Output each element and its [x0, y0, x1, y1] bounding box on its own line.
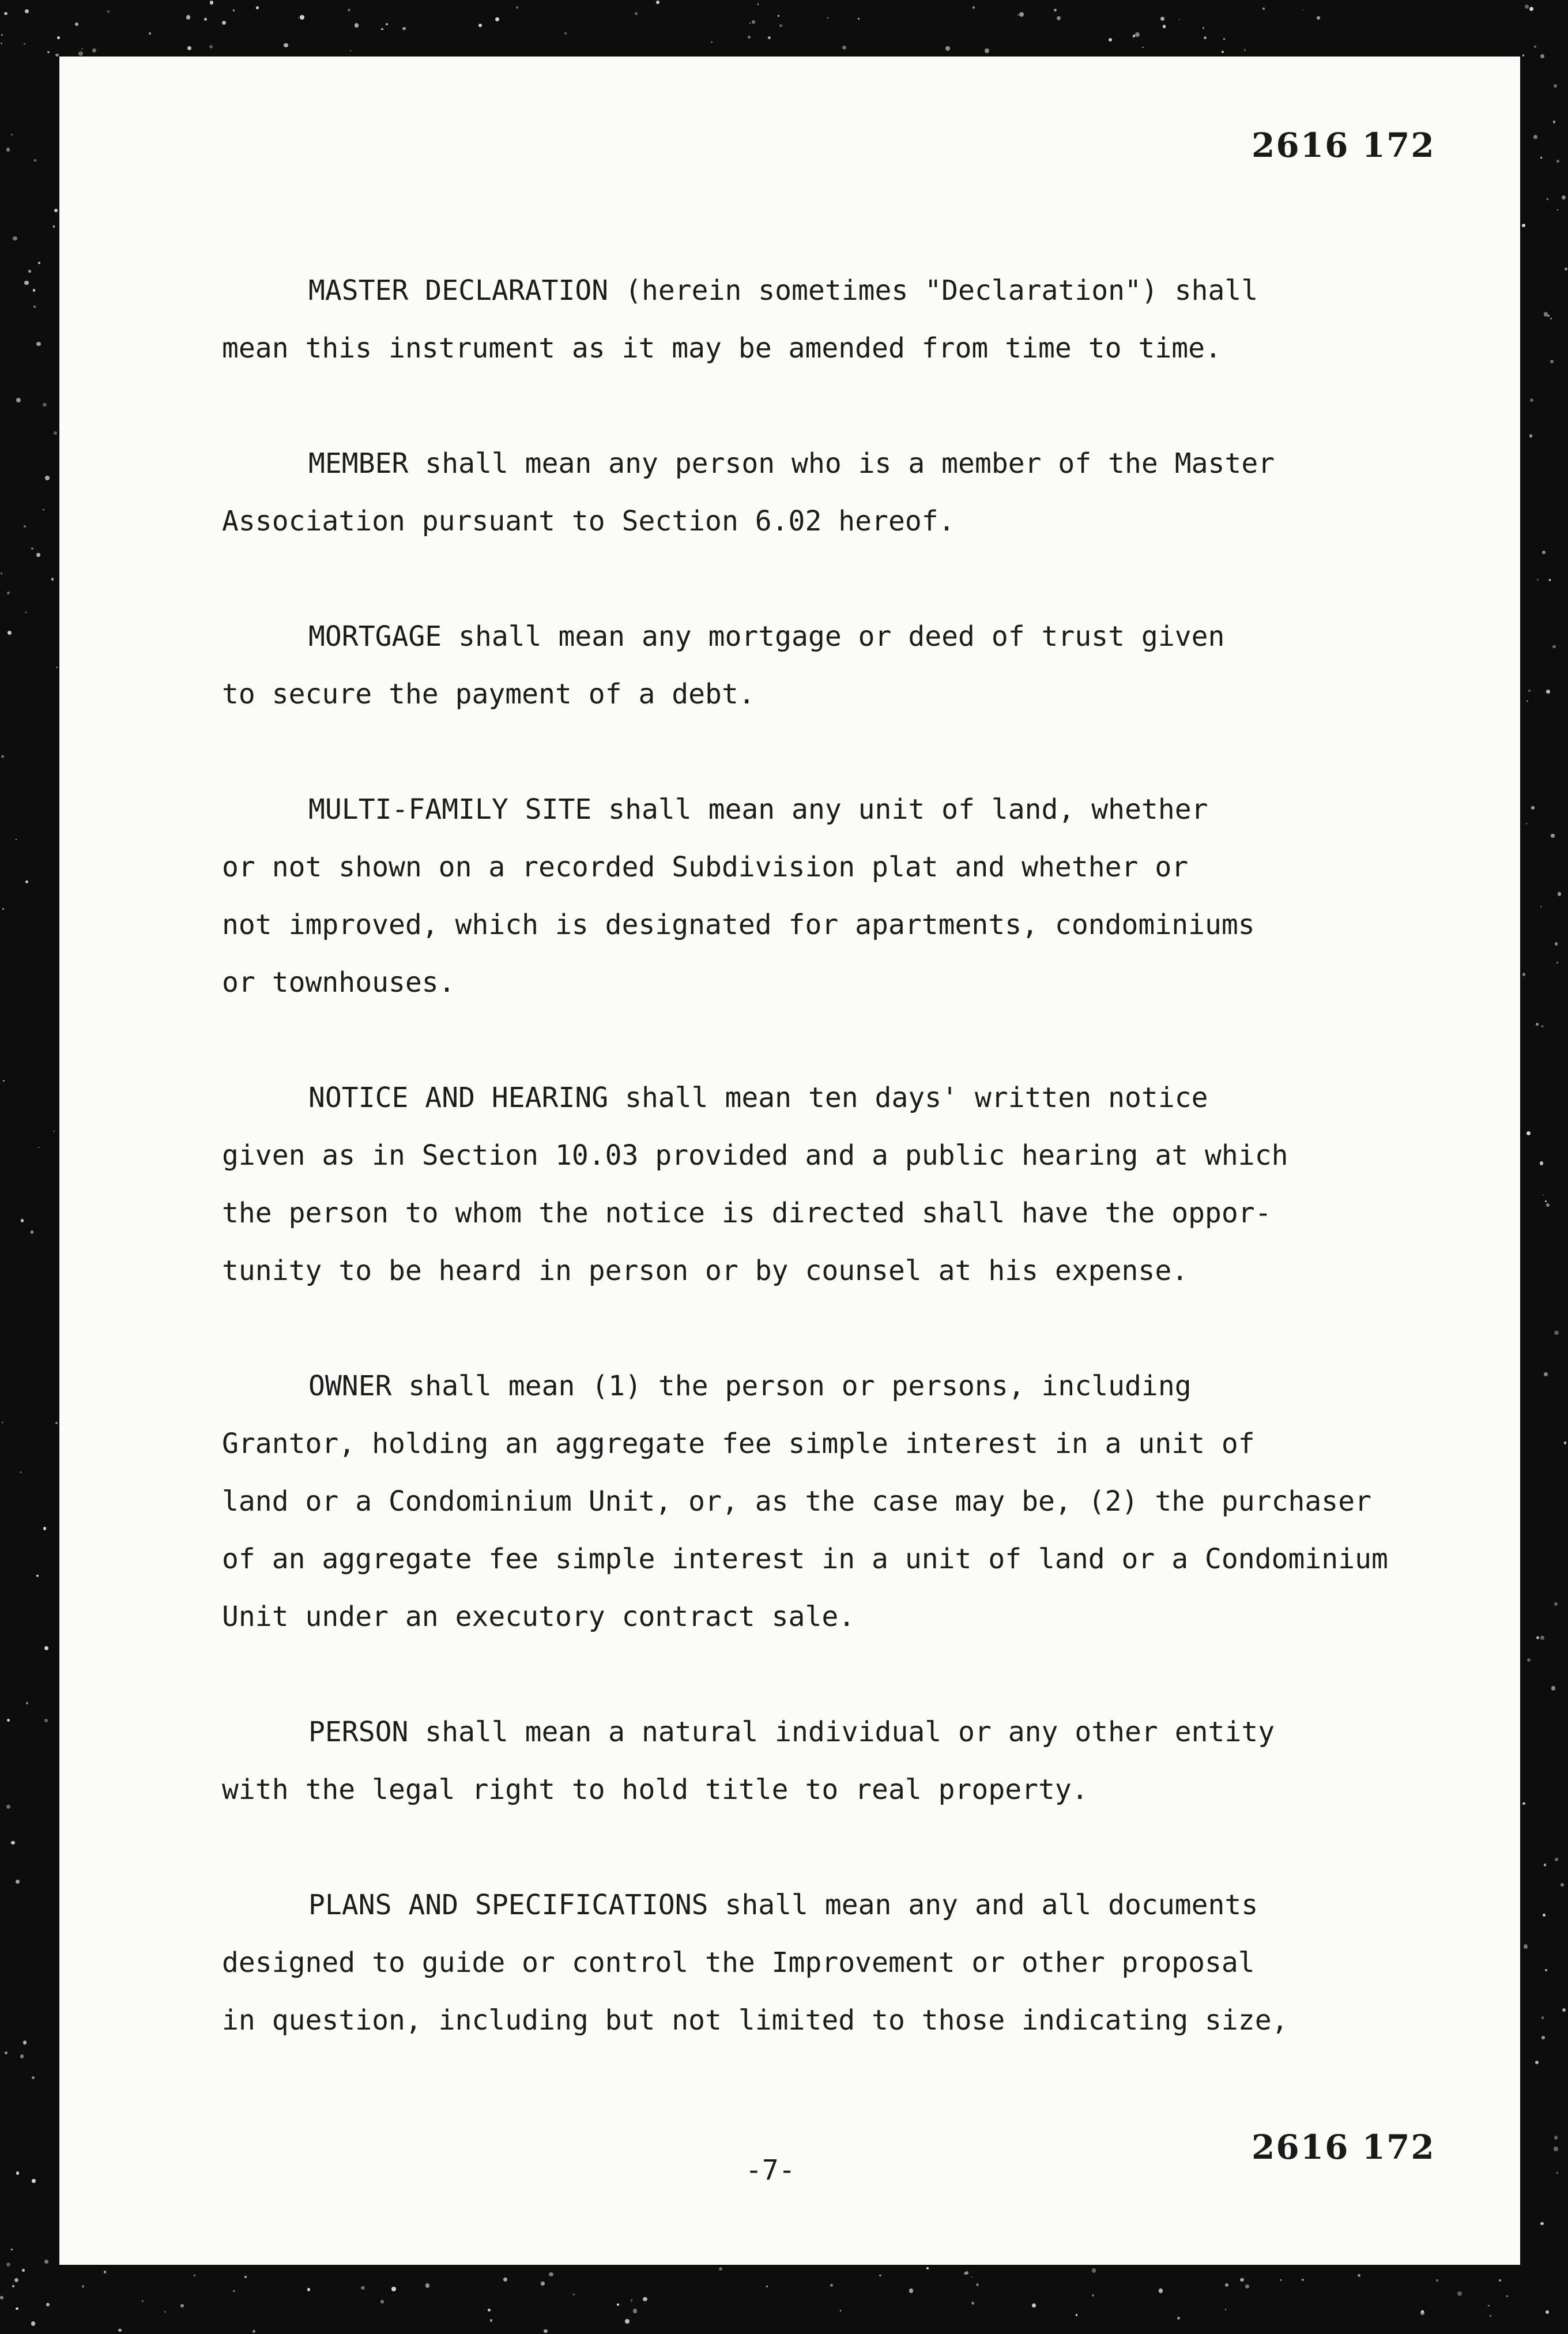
scan-speck	[75, 22, 78, 26]
scan-speck	[1552, 645, 1556, 649]
scan-speck	[44, 1646, 48, 1650]
scan-speck	[1549, 579, 1551, 581]
scan-speck	[43, 1527, 46, 1530]
scan-speck	[1536, 1023, 1539, 1026]
scan-speck	[1540, 157, 1542, 159]
scan-speck	[2, 908, 4, 910]
scan-speck	[488, 2309, 491, 2312]
scan-speck	[633, 2309, 637, 2313]
scan-speck	[1, 34, 3, 36]
scan-speck	[16, 2171, 20, 2175]
scan-speck	[1547, 198, 1548, 200]
scan-speck	[36, 1575, 39, 1577]
scan-speck	[617, 2303, 619, 2306]
scan-speck	[752, 20, 755, 23]
scan-speck	[1019, 12, 1024, 17]
scan-speck	[1550, 360, 1554, 363]
scan-speck	[204, 18, 207, 21]
scan-speck	[830, 2284, 833, 2287]
scan-speck	[748, 36, 751, 39]
scan-speck	[6, 1805, 10, 1809]
scan-speck	[104, 2271, 106, 2273]
scan-speck	[1543, 1914, 1546, 1917]
scan-speck	[1558, 892, 1562, 896]
text-line: OWNER shall mean (1) the person or persons, including	[308, 1370, 1192, 1402]
scan-speck	[7, 1719, 10, 1722]
scan-speck	[1, 755, 3, 758]
scan-speck	[656, 1, 659, 3]
scan-speck	[549, 2272, 553, 2277]
scan-speck	[1565, 268, 1567, 270]
scan-speck	[355, 23, 359, 27]
scan-speck	[1092, 2294, 1094, 2297]
scan-speck	[976, 2283, 979, 2286]
scan-speck	[544, 2329, 548, 2333]
scan-speck	[1555, 1858, 1558, 1861]
scan-speck	[348, 9, 350, 12]
text-line: designed to guide or control the Improvement or other proposal	[222, 1947, 1255, 1979]
book-page-reference-bottom: 2616 172	[1252, 2128, 1435, 2167]
scan-speck	[1526, 1131, 1531, 1135]
scan-speck	[643, 2297, 647, 2302]
scan-speck	[118, 2329, 121, 2332]
scan-speck	[1536, 1636, 1539, 1639]
scan-speck	[1, 573, 2, 574]
scan-speck	[971, 2302, 974, 2305]
definition-notice-and-hearing	[222, 1069, 1525, 1300]
scan-speck	[425, 2283, 429, 2287]
scan-speck	[635, 12, 637, 14]
scan-speck	[78, 51, 83, 56]
scan-speck	[909, 2288, 913, 2292]
scan-speck	[23, 2041, 27, 2044]
scan-speck	[1529, 7, 1533, 11]
scan-speck	[1551, 834, 1554, 837]
scan-speck	[1555, 942, 1558, 945]
scan-speck	[1262, 7, 1265, 10]
scan-speck	[56, 667, 58, 668]
scan-speck	[25, 880, 28, 883]
scan-speck	[840, 2310, 842, 2312]
scan-speck	[44, 2260, 48, 2264]
scan-speck	[233, 2290, 235, 2292]
scan-speck	[25, 612, 27, 613]
scan-speck	[1527, 1658, 1531, 1662]
scan-speck	[16, 1880, 20, 1884]
scan-speck	[33, 289, 35, 291]
scan-speck	[222, 21, 227, 25]
scan-speck	[1222, 51, 1224, 53]
scan-speck	[1522, 224, 1525, 227]
scan-speck	[985, 48, 989, 53]
scan-speck	[779, 24, 782, 27]
scan-speck	[7, 592, 10, 594]
text-line: Unit under an executory contract sale.	[222, 1601, 855, 1633]
scan-speck	[54, 209, 58, 212]
scan-speck	[256, 6, 259, 9]
scan-speck	[402, 27, 405, 30]
scan-speck	[1525, 5, 1529, 9]
scan-speck	[516, 6, 518, 9]
scan-speck	[711, 42, 712, 43]
scan-speck	[1526, 823, 1527, 824]
scan-speck	[1546, 690, 1550, 694]
scan-speck	[21, 1219, 24, 1222]
scan-speck	[490, 2319, 493, 2322]
scan-speck	[1551, 1686, 1555, 1690]
scan-speck	[298, 17, 299, 18]
text-line: to secure the payment of a debt.	[222, 678, 755, 710]
scan-speck	[1546, 1203, 1550, 1207]
scan-speck	[1133, 35, 1135, 37]
scan-speck	[28, 270, 31, 273]
scan-speck	[1545, 1200, 1547, 1202]
scan-speck	[1556, 2172, 1558, 2174]
scan-speck	[11, 1841, 14, 1844]
scan-speck	[1554, 84, 1557, 88]
scan-speck	[13, 236, 17, 240]
text-line: mean this instrument as it may be amended from time to time.	[222, 332, 1222, 364]
text-line: land or a Condominium Unit, or, as the case may be, (2) the purchaser	[222, 1485, 1371, 1518]
scan-speck	[51, 578, 54, 581]
scan-speck	[1547, 315, 1550, 317]
text-line: of an aggregate fee simple interest in a unit of land or a Condominium	[222, 1543, 1388, 1575]
scan-speck	[1092, 2268, 1096, 2272]
scan-speck	[1530, 398, 1534, 402]
scan-speck	[1, 43, 2, 44]
text-line: or not shown on a recorded Subdivision plat and whether or	[222, 851, 1189, 883]
scan-speck	[82, 2285, 85, 2288]
scan-speck	[6, 2263, 10, 2267]
scan-speck	[842, 46, 846, 50]
scan-speck	[186, 15, 191, 20]
scan-speck	[1457, 2291, 1462, 2296]
text-line: tunity to be heard in person or by counsel at his expense.	[222, 1255, 1189, 1287]
scan-speck	[180, 2304, 184, 2307]
scan-speck	[1017, 14, 1019, 16]
scan-speck	[1540, 906, 1541, 907]
scan-speck	[1554, 2147, 1558, 2151]
scan-speck	[1163, 25, 1166, 28]
scan-speck	[1541, 2036, 1545, 2039]
scan-speck	[1542, 551, 1546, 554]
scan-speck	[164, 2311, 166, 2313]
scan-speck	[47, 51, 49, 53]
scan-speck	[1522, 54, 1524, 56]
scan-speck	[1544, 1864, 1547, 1866]
scan-speck	[1142, 47, 1143, 48]
scan-speck	[1160, 17, 1164, 21]
scan-speck	[46, 2303, 50, 2306]
scan-speck	[1531, 806, 1535, 810]
text-line: PLANS AND SPECIFICATIONS shall mean any and all documents	[308, 1889, 1258, 1921]
scan-speck	[24, 525, 26, 528]
scan-speck	[300, 15, 304, 20]
scan-speck	[1540, 1636, 1544, 1640]
scan-speck	[107, 10, 110, 13]
scan-speck	[1529, 434, 1532, 437]
scan-speck	[1534, 46, 1536, 48]
scan-speck	[827, 17, 828, 18]
scan-speck	[478, 24, 482, 27]
scan-speck	[38, 1147, 40, 1149]
text-line: MORTGAGE shall mean any mortgage or deed of trust given	[308, 620, 1225, 653]
scan-speck	[210, 1, 213, 4]
scan-speck	[1561, 1883, 1565, 1887]
scan-speck	[45, 476, 50, 480]
scan-speck	[1550, 318, 1552, 319]
scan-speck	[1562, 195, 1566, 199]
scan-speck	[1554, 2136, 1558, 2139]
scan-speck	[386, 23, 388, 25]
text-line: Grantor, holding an aggregate fee simple interest in a unit of	[222, 1428, 1255, 1460]
scan-speck	[1535, 2061, 1539, 2064]
scan-speck	[55, 54, 58, 57]
scan-speck	[1490, 2315, 1491, 2317]
text-line: given as in Section 10.03 provided and a public hearing at which	[222, 1139, 1288, 1172]
scan-speck	[1420, 2311, 1424, 2315]
scan-speck	[1544, 1372, 1548, 1376]
scan-speck	[6, 148, 10, 152]
scan-speck	[1302, 9, 1303, 10]
scan-speck	[11, 134, 13, 135]
scan-speck	[3, 1080, 5, 1082]
scan-speck	[54, 1131, 55, 1132]
scan-speck	[1179, 19, 1180, 20]
book-page-reference-top: 2616 172	[1252, 126, 1435, 165]
scan-speck	[20, 1471, 22, 1473]
scan-speck	[12, 2285, 14, 2287]
scan-speck	[1225, 2283, 1228, 2287]
scan-speck	[5, 2051, 8, 2055]
scan-speck	[778, 15, 779, 17]
scan-speck	[719, 2267, 722, 2271]
scan-speck	[32, 2076, 35, 2079]
scan-speck	[57, 36, 60, 39]
scan-speck	[16, 398, 21, 402]
scan-speck	[33, 306, 36, 308]
scan-speck	[1358, 2274, 1360, 2277]
scan-speck	[22, 2269, 25, 2272]
definition-member	[222, 435, 1525, 550]
scan-speck	[1556, 160, 1559, 163]
scan-speck	[1537, 579, 1539, 581]
scan-speck	[1545, 1969, 1547, 1971]
definition-multi-family-site	[222, 781, 1525, 1011]
scan-speck	[53, 225, 55, 227]
scan-speck	[1526, 701, 1528, 702]
scan-speck	[38, 262, 40, 264]
scan-speck	[31, 1230, 34, 1234]
text-line: PERSON shall mean a natural individual or any other entity	[308, 1716, 1275, 1748]
scan-speck	[391, 2287, 396, 2291]
scan-speck	[573, 2294, 575, 2295]
scan-speck	[307, 2288, 310, 2291]
scan-speck	[1177, 2317, 1180, 2320]
scan-speck	[194, 2275, 195, 2276]
scan-speck	[25, 9, 29, 13]
definition-plans-and-specifications	[222, 1876, 1525, 2049]
scan-speck	[1540, 54, 1544, 58]
scan-speck	[20, 2054, 24, 2058]
scan-speck	[92, 48, 97, 53]
scan-speck	[24, 43, 25, 44]
scan-speck	[1317, 16, 1320, 20]
scan-speck	[971, 2276, 973, 2277]
scan-speck	[1556, 962, 1558, 963]
text-line: NOTICE AND HEARING shall mean ten days' written notice	[308, 1082, 1208, 1114]
scan-speck	[1076, 2314, 1078, 2316]
text-line: not improved, which is designated for apartments, condominiums	[222, 909, 1255, 941]
scan-speck	[1543, 1195, 1544, 1196]
scan-speck	[1562, 2008, 1566, 2012]
scan-speck	[768, 36, 771, 39]
scan-speck	[1240, 2278, 1244, 2282]
scan-speck	[31, 2321, 35, 2325]
scan-speck	[1488, 2305, 1490, 2307]
scan-speck	[32, 2179, 35, 2182]
scan-speck	[7, 631, 12, 635]
scan-speck	[1554, 1331, 1558, 1335]
scan-speck	[964, 2272, 966, 2275]
scan-speck	[1135, 32, 1140, 37]
scan-speck	[26, 1702, 28, 1704]
scan-speck	[631, 2299, 633, 2302]
scan-speck	[149, 32, 151, 35]
scan-speck	[1554, 1602, 1558, 1606]
scan-speck	[1436, 2279, 1438, 2282]
scan-speck	[44, 1719, 48, 1722]
scan-speck	[1159, 2288, 1163, 2293]
scan-speck	[495, 17, 499, 21]
document-page	[59, 57, 1520, 2265]
scan-speck	[1541, 2016, 1544, 2019]
text-line: MASTER DECLARATION (herein sometimes "Declaration") shall	[308, 274, 1258, 307]
scan-speck	[757, 3, 759, 5]
scan-speck	[1540, 1161, 1543, 1165]
scan-speck	[879, 2275, 881, 2276]
scan-speck	[36, 342, 40, 346]
scan-speck	[4, 12, 7, 15]
scan-speck	[54, 431, 58, 435]
scan-speck	[1244, 49, 1246, 51]
scan-speck	[31, 548, 33, 549]
scan-speck	[541, 2282, 544, 2285]
scan-speck	[11, 2249, 13, 2250]
scan-speck	[1245, 2284, 1249, 2288]
scan-speck	[209, 45, 213, 48]
scan-speck	[1506, 2295, 1508, 2297]
scan-speck	[945, 46, 950, 51]
text-line: MULTI-FAMILY SITE shall mean any unit of land, whether	[308, 793, 1208, 826]
scan-speck	[1054, 9, 1057, 12]
scan-speck	[14, 2278, 18, 2282]
scan-speck	[34, 159, 36, 161]
scan-speck	[1557, 209, 1558, 210]
scan-speck	[1541, 1025, 1544, 1027]
scan-speck	[1564, 1441, 1567, 1444]
definition-mortgage	[222, 608, 1525, 723]
page-number: -7-	[745, 2154, 796, 2186]
scan-speck	[361, 2286, 365, 2290]
scan-speck	[1109, 38, 1112, 42]
scan-speck	[926, 2267, 928, 2269]
definition-person	[222, 1703, 1525, 1819]
text-line: Association pursuant to Section 6.02 hereof.	[222, 505, 955, 537]
scan-speck	[1032, 2303, 1036, 2307]
scan-speck	[1540, 2222, 1543, 2225]
scan-speck	[24, 281, 28, 285]
scan-speck	[1203, 27, 1204, 29]
scan-speck	[244, 2276, 247, 2278]
scan-speck	[1223, 38, 1225, 40]
scan-speck	[55, 1422, 58, 1424]
scan-speck	[142, 2300, 144, 2302]
text-line: the person to whom the notice is directed shall have the oppor-	[222, 1197, 1272, 1229]
scan-speck	[81, 48, 83, 50]
scan-speck	[1533, 135, 1537, 139]
scan-speck	[233, 9, 235, 12]
scan-speck	[16, 2307, 18, 2310]
scan-speck	[1528, 690, 1530, 691]
scan-speck	[1280, 2279, 1281, 2280]
document-body	[222, 262, 1525, 2107]
text-line: in question, including but not limited to those indicating size,	[222, 2004, 1288, 2036]
scan-speck	[1546, 2310, 1549, 2314]
scan-speck	[625, 2319, 630, 2324]
scan-speck	[1302, 2279, 1304, 2281]
scan-speck	[749, 22, 751, 24]
text-line: MEMBER shall mean any person who is a member of the Master	[308, 447, 1275, 480]
scan-speck	[43, 509, 44, 511]
scan-speck	[766, 2286, 767, 2287]
scan-speck	[381, 28, 383, 31]
scan-speck	[1553, 121, 1555, 123]
scan-speck	[16, 839, 17, 840]
scan-speck	[1057, 16, 1061, 20]
scan-speck	[503, 2277, 508, 2282]
definition-owner	[222, 1357, 1525, 1646]
scan-speck	[1204, 36, 1207, 39]
scan-speck	[36, 553, 40, 557]
scan-speck	[858, 18, 860, 20]
text-line: with the legal right to hold title to real property.	[222, 1774, 1088, 1806]
scan-speck	[2, 1422, 3, 1424]
scan-speck	[564, 32, 567, 35]
scan-speck	[0, 2296, 3, 2299]
scan-speck	[973, 6, 975, 9]
scan-speck	[1225, 2309, 1226, 2310]
scan-speck	[1499, 2279, 1502, 2282]
scan-speck	[380, 2300, 383, 2303]
scan-speck	[43, 403, 46, 406]
scan-speck	[350, 50, 351, 51]
text-line: or townhouses.	[222, 966, 455, 999]
scan-speck	[187, 46, 191, 50]
scan-speck	[252, 2330, 255, 2333]
definition-master-declaration	[222, 262, 1525, 377]
scan-speck	[284, 43, 288, 48]
